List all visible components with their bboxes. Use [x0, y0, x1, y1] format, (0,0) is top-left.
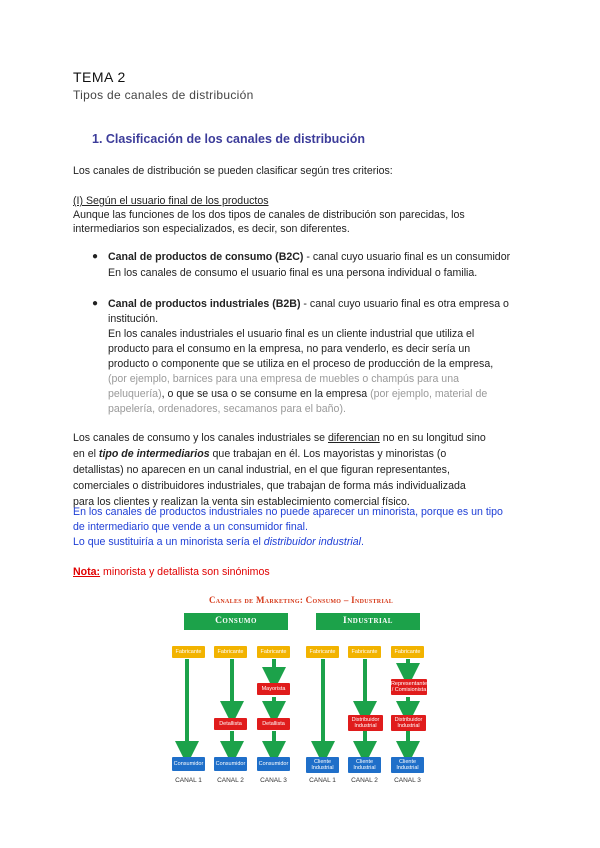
bullet2-line1: [108, 296, 509, 312]
section-heading: 1. Clasificación de los canales de distribución: [92, 132, 366, 146]
cliente-node: Cliente Industrial: [391, 757, 424, 773]
blue-note-text: Lo que sustituiría a un minorista sería el: [73, 536, 264, 548]
bullet-dot: ●: [92, 298, 99, 309]
criterion-line2: intermediarios son especializados, es decir, son diferentes.: [73, 223, 350, 235]
para2-emphasis: tipo de intermediarios: [98, 448, 210, 460]
canal-label: CANAL 3: [394, 777, 421, 784]
fabricante-node: Fabricante: [391, 646, 424, 658]
bullet2-line6: (por ejemplo, barnices para una empresa de muebles o champús para una: [108, 373, 459, 385]
para2-text: que trabajan en él. Los mayoristas y minoristas (o: [209, 448, 447, 460]
bullet1-line1: [108, 249, 510, 265]
distribuidor-node: Distribuidor Industrial: [391, 715, 426, 731]
para2-line5: para los clientes y realizan la venta sin establecimiento comercial físico.: [73, 496, 410, 508]
bullet2-grey-b: (por ejemplo, material de: [370, 388, 488, 400]
cliente-node: Cliente Industrial: [348, 757, 381, 773]
fabricante-node: Fabricante: [257, 646, 290, 658]
blue-note-line1: En los canales de productos industriales no puede aparecer un minorista, porque es un tipo: [73, 506, 503, 518]
canal-label: CANAL 1: [309, 777, 336, 784]
mayorista-node: Mayorista: [257, 683, 290, 695]
fabricante-node: Fabricante: [306, 646, 339, 658]
para2-underline: diferencian: [327, 432, 380, 444]
nota-line: [73, 564, 270, 580]
page-title: TEMA 2: [73, 69, 126, 85]
detallista-node: Detallista: [214, 718, 247, 730]
fabricante-node: Fabricante: [348, 646, 381, 658]
cliente-node: Cliente Industrial: [306, 757, 339, 773]
criterion-line1: Aunque las funciones de los dos tipos de canales de distribución son parecidas, los: [73, 209, 465, 221]
bullet1-rest: - canal cuyo usuario final es un consumidor: [303, 251, 511, 263]
para2-line2: [73, 446, 446, 462]
bullet1-line2: En los canales de consumo el usuario final es una persona individual o familia.: [108, 267, 478, 279]
bullet2-line5: producto o componente que se utiliza en el proceso de producción de la empresa,: [108, 358, 494, 370]
bullet2-mid: , o que se usa o se consume en la empresa: [161, 388, 371, 400]
page-subtitle: Tipos de canales de distribución: [73, 88, 254, 102]
bullet2-line3: En los canales industriales el usuario final es un cliente industrial que utiliza el: [108, 328, 475, 340]
bullet1-bold: Canal de productos de consumo (B2C): [108, 251, 304, 263]
fabricante-node: Fabricante: [214, 646, 247, 658]
nota-label: Nota:: [73, 566, 101, 578]
blue-note-line2: de intermediario que vende a un consumidor final.: [73, 521, 308, 533]
bullet2-rest: - canal cuyo usuario final es otra empresa o: [300, 298, 509, 310]
bullet2-line8: papelería, ordenadores, secamanos para el baño).: [108, 403, 346, 415]
blue-note-text: .: [360, 536, 364, 548]
bullet2-line7: [108, 386, 487, 402]
diagram-title: Canales de Marketing: Consumo – Industrial: [208, 595, 394, 605]
consumidor-node: Consumidor: [257, 757, 290, 771]
para2-text: Los canales de consumo y los canales industriales se: [73, 432, 328, 444]
para2-line4: comerciales o distribuidores industriales, que trabajan de forma más individualizada: [73, 480, 466, 492]
bullet2-line2: institución.: [108, 313, 159, 325]
bullet2-grey-a: peluquería): [108, 388, 162, 400]
detallista-node: Detallista: [257, 718, 290, 730]
canal-label: CANAL 2: [217, 777, 244, 784]
blue-note-line3: [73, 534, 364, 550]
canal-label: CANAL 1: [175, 777, 202, 784]
bullet-dot: ●: [92, 251, 99, 262]
consumidor-node: Consumidor: [214, 757, 247, 771]
intro-text: Los canales de distribución se pueden clasificar según tres criterios:: [73, 165, 393, 177]
bullet2-line4: producto para el consumo en la empresa, no para venderlo, es decir sería un: [108, 343, 471, 355]
distribuidor-node: Distribuidor Industrial: [348, 715, 383, 731]
fabricante-node: Fabricante: [172, 646, 205, 658]
bullet2-bold: Canal de productos industriales (B2B): [108, 298, 301, 310]
para2-line1: [73, 430, 486, 446]
criterion-title: (I) Según el usuario final de los productos: [73, 195, 269, 207]
para2-line3: detallistas) no aparecen en un canal industrial, en el que figuran representantes,: [73, 464, 450, 476]
consumo-header: Consumo: [184, 613, 288, 630]
consumidor-node: Consumidor: [172, 757, 205, 771]
channels-diagram: [166, 591, 436, 787]
canal-label: CANAL 2: [351, 777, 378, 784]
canal-label: CANAL 3: [260, 777, 287, 784]
nota-text: minorista y detallista son sinónimos: [100, 566, 270, 578]
para2-text: en el: [73, 448, 99, 460]
representante-node: Representante / Comisionista: [390, 681, 428, 693]
industrial-header: Industrial: [316, 613, 420, 630]
para2-text: no en su longitud sino: [379, 432, 486, 444]
blue-note-italic: distribuidor industrial: [263, 536, 361, 548]
